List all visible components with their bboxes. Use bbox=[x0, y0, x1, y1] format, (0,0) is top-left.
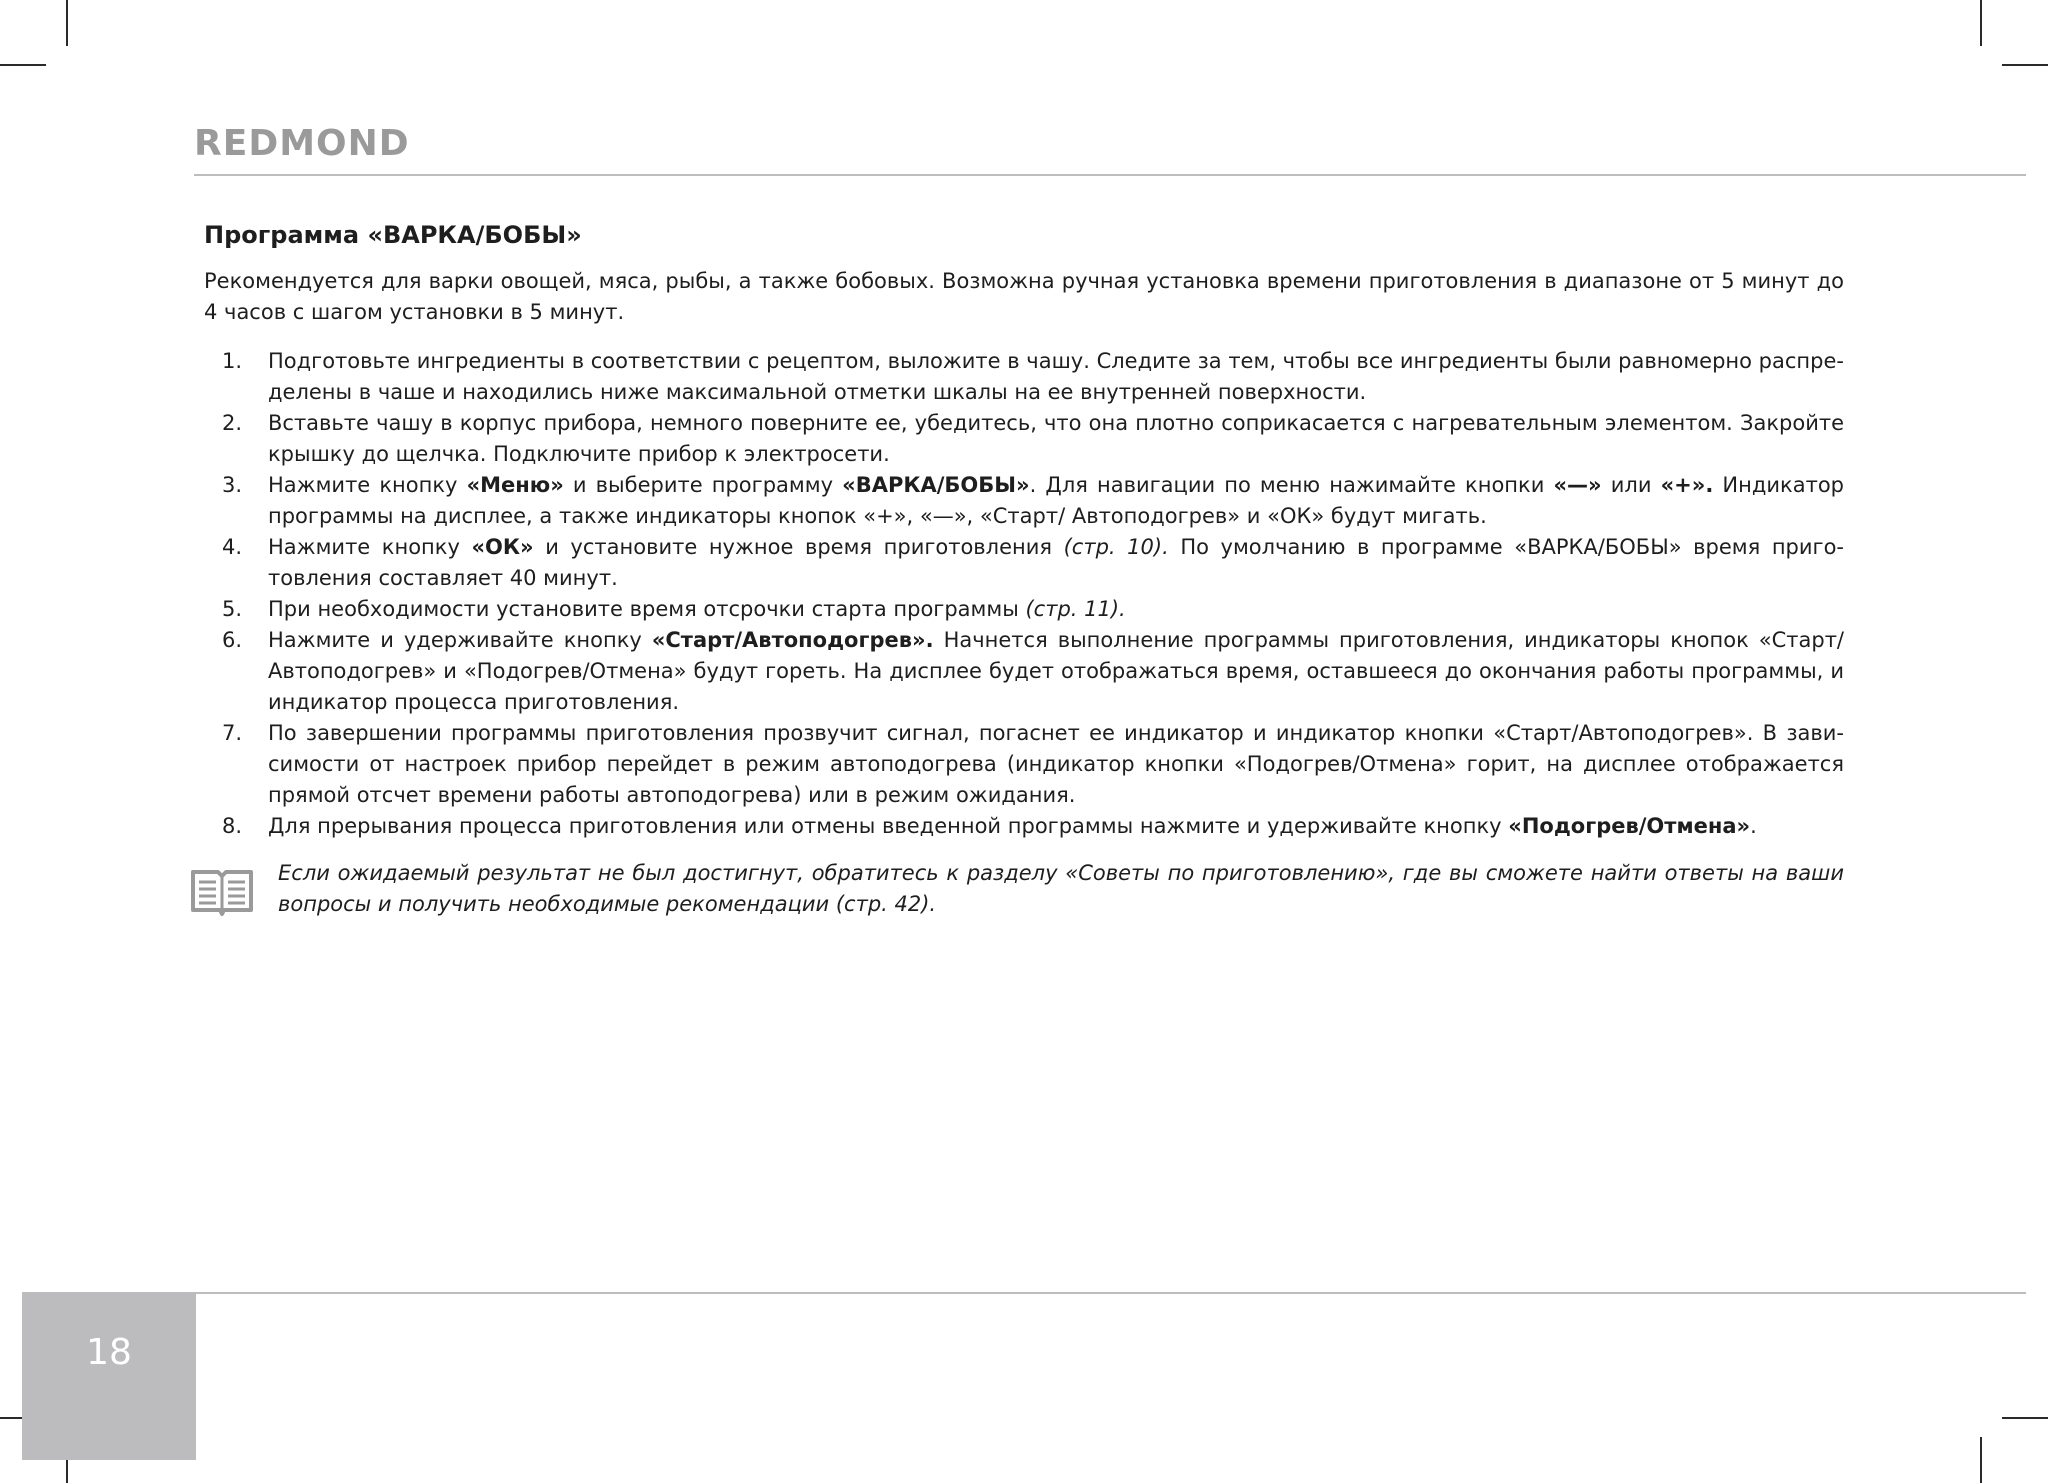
crop-mark bbox=[2002, 64, 2048, 66]
step-number: 3. bbox=[222, 473, 243, 497]
step-text: Индикатор программы на дисплее, а также индикаторы кнопок «+», «—», «Старт/ Автоподогрев» и «ОК» будут мигать. bbox=[268, 473, 1845, 528]
list-item bbox=[204, 346, 1844, 408]
note-text: Если ожидаемый результат не был достигнут, обратитесь к разделу «Советы по приготовлению», где вы сможете найти ответы на ваши вопросы и получить необходимые рекомендации (стр. 42). bbox=[278, 861, 1844, 916]
header-rule bbox=[194, 174, 2026, 176]
step-number: 1. bbox=[222, 349, 243, 373]
main-content bbox=[204, 216, 1844, 842]
crop-mark bbox=[0, 64, 46, 66]
step-text: Нажмите кнопку bbox=[268, 473, 467, 497]
step-text: Нажмите и удерживайте кнопку bbox=[268, 628, 652, 652]
step-number: 5. bbox=[222, 597, 243, 621]
book-icon bbox=[190, 866, 254, 918]
section-title: Программа «ВАРКА/БОБЫ» bbox=[204, 221, 582, 249]
page-number-box bbox=[22, 1292, 196, 1460]
step-text: Начнется выполнение программы приготовления, индикаторы кнопок «Старт/ Автоподогрев» и «Подогрев/Отмена» будут гореть. На дисплее будет отображаться время, оставшееся до окончания работы программы, и индикатор процесса приготовления. bbox=[268, 628, 1845, 714]
step-text: Вставьте чашу в корпус прибора, немного поверните ее, убедитесь, что она плотно соприкасается с нагревательным элементом. Закройте крышку до щелчка. Подключите прибор к электросети. bbox=[268, 411, 1844, 466]
page-reference: (стр. 11). bbox=[1025, 597, 1126, 621]
steps-list bbox=[204, 346, 1844, 842]
footer-rule bbox=[196, 1292, 2026, 1294]
step-text: . bbox=[1750, 814, 1757, 838]
step-text: Нажмите кнопку bbox=[268, 535, 472, 559]
step-text: Для прерывания процесса приготовления или отмены введенной программы нажмите и удерживайте кнопку bbox=[268, 814, 1509, 838]
list-item bbox=[204, 811, 1844, 842]
step-number: 2. bbox=[222, 411, 243, 435]
list-item bbox=[204, 594, 1844, 625]
button-name-menu: «Меню» bbox=[466, 473, 564, 497]
crop-mark bbox=[2002, 1417, 2048, 1419]
list-item bbox=[204, 408, 1844, 470]
crop-mark bbox=[66, 0, 68, 46]
step-text: . Для навигации по меню нажимайте кнопки bbox=[1029, 473, 1554, 497]
list-item bbox=[204, 470, 1844, 532]
step-number: 8. bbox=[222, 814, 243, 838]
list-item bbox=[204, 625, 1844, 718]
crop-mark bbox=[1980, 1437, 1982, 1483]
button-name-plus: «+». bbox=[1660, 473, 1714, 497]
button-name-ok: «ОК» bbox=[471, 535, 534, 559]
step-text: или bbox=[1601, 473, 1661, 497]
step-text: Подготовьте ингредиенты в соответствии с рецептом, выложите в чашу. Следите за тем, чтобы все ингредиенты были равномерно распре-делены в чаше и находились ниже максимальной отметки шкалы на ее внутренней поверхности. bbox=[268, 349, 1844, 404]
step-text: По завершении программы приготовления прозвучит сигнал, погаснет ее индикатор и индикатор кнопки «Старт/Автоподогрев». В зави-симости от настроек прибор перейдет в режим автоподогрева (индикатор кнопки «Подогрев/Отмена» горит, на дисплее отображается прямой отсчет времени работы автоподогрева) или в режим ожидания. bbox=[268, 721, 1844, 807]
brand-logo: REDMOND bbox=[194, 123, 410, 164]
step-number: 7. bbox=[222, 721, 243, 745]
program-name: «ВАРКА/БОБЫ» bbox=[842, 473, 1030, 497]
list-item bbox=[204, 718, 1844, 811]
step-number: 4. bbox=[222, 535, 243, 559]
button-name-start: «Старт/Автоподогрев». bbox=[651, 628, 934, 652]
page-reference: (стр. 10). bbox=[1063, 535, 1169, 559]
step-text: и установите нужное время приготовления bbox=[533, 535, 1064, 559]
button-name-cancel: «Подогрев/Отмена» bbox=[1508, 814, 1751, 838]
list-item bbox=[204, 532, 1844, 594]
step-number: 6. bbox=[222, 628, 243, 652]
step-text: По умолчанию в программе «ВАРКА/БОБЫ» время приго-товления составляет 40 минут. bbox=[268, 535, 1844, 590]
crop-mark bbox=[1980, 0, 1982, 46]
step-text: При необходимости установите время отсрочки старта программы bbox=[268, 597, 1026, 621]
step-text: и выберите программу bbox=[563, 473, 843, 497]
tip-note bbox=[190, 858, 1844, 920]
page-number: 18 bbox=[86, 1332, 132, 1373]
section-intro: Рекомендуется для варки овощей, мяса, рыбы, а также бобовых. Возможна ручная установка времени приготовления в диапазоне от 5 минут до 4 часов с шагом установки в 5 минут. bbox=[204, 269, 1844, 324]
button-name-minus: «—» bbox=[1553, 473, 1602, 497]
